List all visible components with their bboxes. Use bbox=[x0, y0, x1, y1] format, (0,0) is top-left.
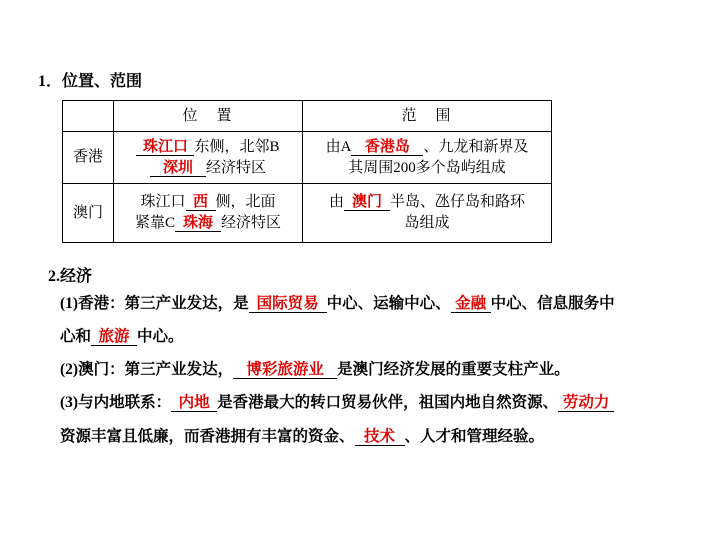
p3-text4: 、人才和管理经验。 bbox=[404, 428, 545, 445]
p3-text2: 是香港最大的转口贸易伙伴，祖国内地自然资源、 bbox=[217, 394, 559, 411]
macau-position-cell bbox=[114, 184, 303, 243]
table-row-macau bbox=[63, 184, 552, 243]
answer-blank-technology: 技术 bbox=[355, 428, 405, 446]
section2-title: 2.经济 bbox=[48, 268, 93, 285]
table-header-row bbox=[63, 101, 552, 132]
answer-blank-gaming-tourism: 博彩旅游业 bbox=[233, 361, 337, 379]
macau-scope-text2: 半岛、氹仔岛和路环 bbox=[390, 194, 526, 210]
hongkong-position-cell bbox=[114, 132, 303, 184]
answer-blank-west: 西 bbox=[186, 193, 216, 211]
p3-text1: (3)与内地联系： bbox=[60, 394, 172, 411]
location-scope-table bbox=[62, 100, 552, 243]
p1-text4: 心和 bbox=[60, 328, 92, 345]
p3-text3: 资源丰富且低廉，而香港拥有丰富的资金、 bbox=[60, 428, 355, 445]
answer-blank-shenzhen: 深圳 bbox=[150, 159, 206, 177]
macau-scope-text3: 岛组成 bbox=[404, 215, 450, 231]
macau-position-text3: 紧靠C bbox=[134, 215, 175, 231]
hongkong-scope-text2: 、九龙和新界及 bbox=[423, 138, 529, 155]
header-corner-cell bbox=[63, 101, 114, 132]
economy-paragraph-3-line1 bbox=[60, 392, 614, 414]
hongkong-scope-text1: 由A bbox=[325, 138, 352, 155]
row-label-macau: 澳门 bbox=[63, 184, 114, 243]
answer-blank-hongkong-island: 香港岛 bbox=[351, 138, 423, 156]
answer-blank-labor: 劳动力 bbox=[558, 394, 614, 412]
p2-text1: (2)澳门：第三产业发达， bbox=[60, 361, 234, 378]
answer-blank-zhuhai: 珠海 bbox=[175, 214, 221, 232]
answer-blank-pearl-river-mouth: 珠江口 bbox=[136, 138, 194, 156]
header-scope: 范 围 bbox=[303, 101, 552, 132]
hongkong-position-text2: 经济特区 bbox=[205, 159, 266, 176]
header-position: 位 置 bbox=[114, 101, 303, 132]
macau-position-text2: 侧，北面 bbox=[215, 194, 276, 210]
p1-text1: (1)香港：第三产业发达，是 bbox=[60, 295, 249, 312]
answer-blank-tourism: 旅游 bbox=[91, 328, 137, 346]
economy-paragraph-1-line2 bbox=[60, 326, 184, 348]
economy-paragraph-1-line1 bbox=[60, 293, 615, 315]
economy-paragraph-3-line2 bbox=[60, 426, 544, 448]
macau-scope-cell bbox=[303, 184, 552, 243]
economy-paragraph-2 bbox=[60, 359, 570, 381]
section1-title: 1．位置、范围 bbox=[38, 73, 143, 90]
macau-position-text4: 经济特区 bbox=[221, 215, 282, 231]
macau-scope-text1: 由 bbox=[328, 194, 344, 210]
p1-text3: 中心、信息服务中 bbox=[490, 295, 615, 312]
p1-text2: 中心、运输中心、 bbox=[326, 295, 451, 312]
p2-text2: 是澳门经济发展的重要支柱产业。 bbox=[337, 361, 570, 378]
answer-blank-macau: 澳门 bbox=[344, 193, 390, 211]
hongkong-position-text1: 东侧，北邻B bbox=[194, 138, 280, 155]
answer-blank-international-trade: 国际贸易 bbox=[249, 295, 327, 313]
answer-blank-finance: 金融 bbox=[451, 295, 491, 313]
row-label-hongkong: 香港 bbox=[63, 132, 114, 184]
p1-text5: 中心。 bbox=[137, 328, 184, 345]
answer-blank-mainland: 内地 bbox=[171, 394, 217, 412]
hongkong-scope-cell bbox=[303, 132, 552, 184]
table-row-hongkong bbox=[63, 132, 552, 184]
macau-position-text1: 珠江口 bbox=[140, 194, 186, 210]
hongkong-scope-text3: 其周围200多个岛屿组成 bbox=[348, 159, 506, 176]
